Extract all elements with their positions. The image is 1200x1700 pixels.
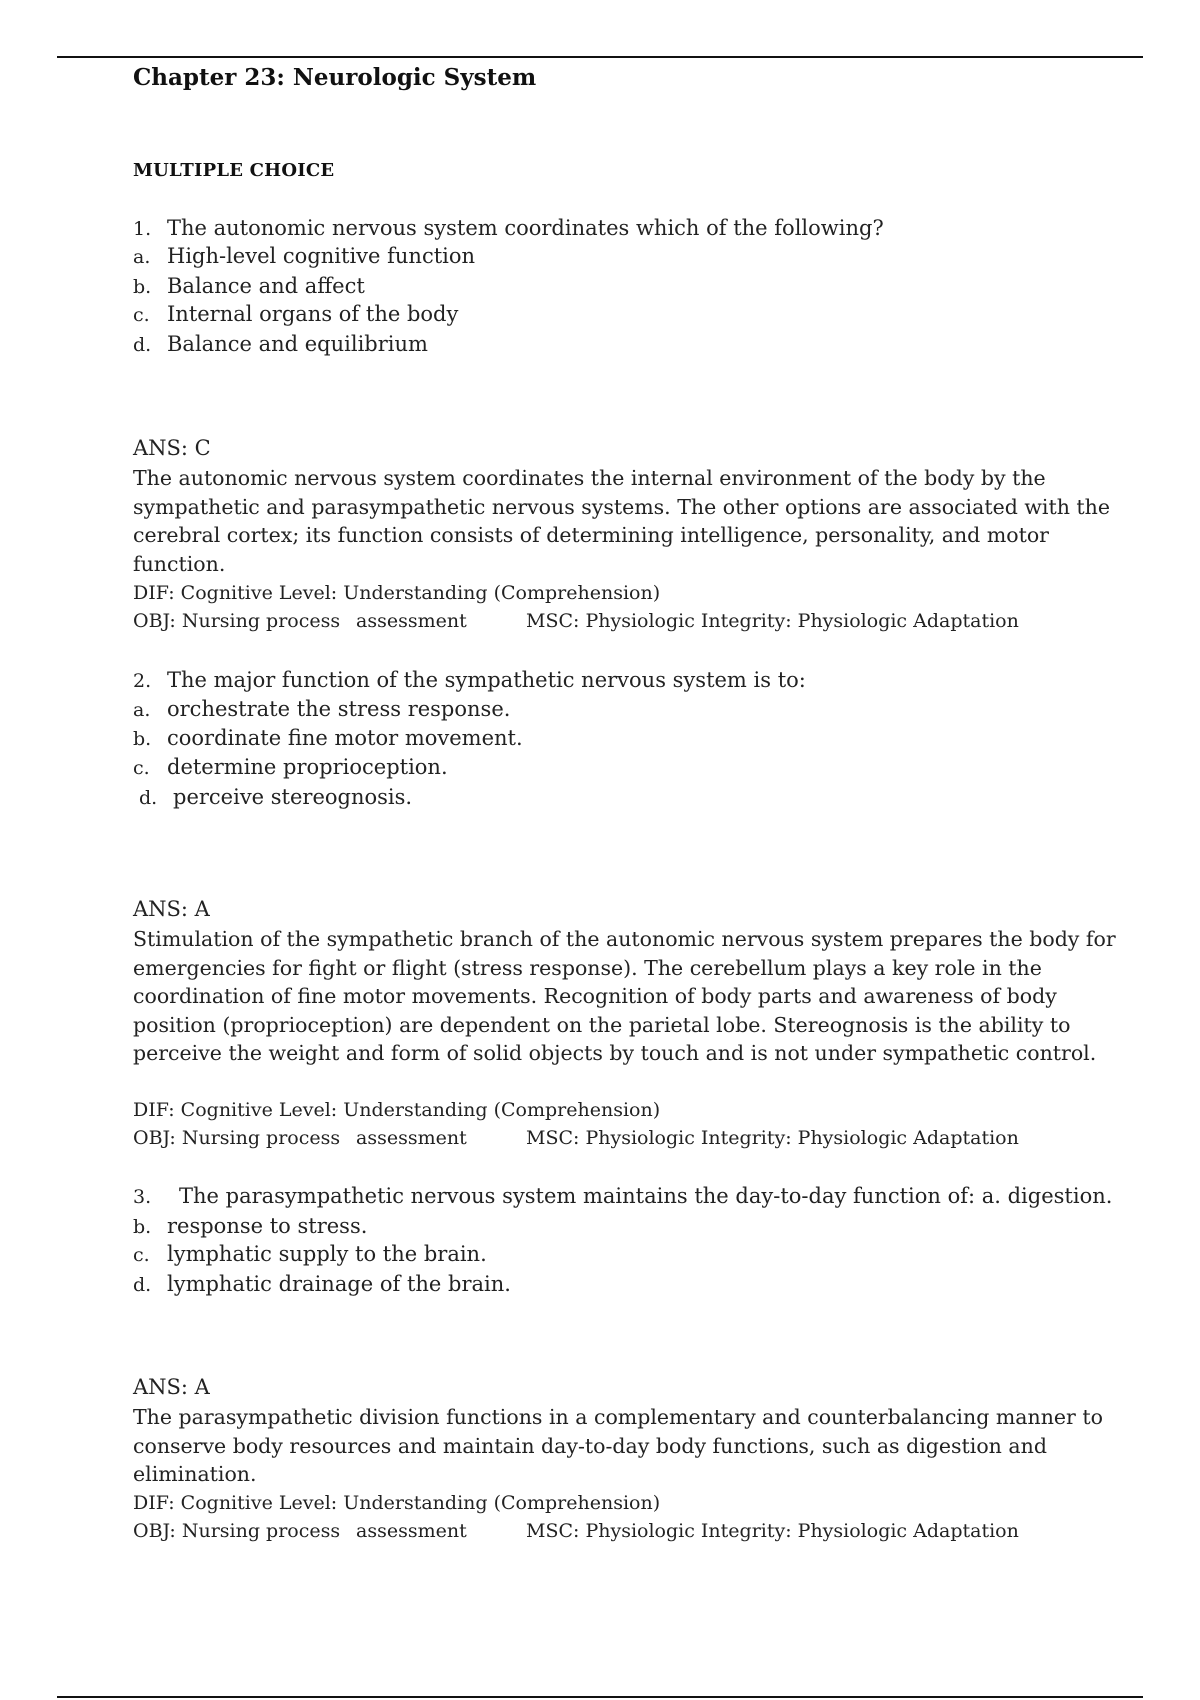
question-3-answer: ANS: A xyxy=(133,1375,210,1399)
top-rule xyxy=(57,56,1143,58)
question-2-obj: OBJ: Nursing process xyxy=(133,1127,341,1149)
question-1-answer: ANS: C xyxy=(133,436,211,460)
question-2-number: 2. xyxy=(133,670,152,692)
question-2-msc: MSC: Physiologic Integrity: Physiologic Adaptation xyxy=(526,1127,1019,1149)
question-1-obj-detail: assessment xyxy=(356,610,467,632)
question-2-option-a: a. orchestrate the stress response. xyxy=(133,697,511,721)
question-1-meta xyxy=(133,610,1019,632)
question-1-obj: OBJ: Nursing process xyxy=(133,610,341,632)
question-1-stem-line xyxy=(133,216,884,240)
question-3-obj: OBJ: Nursing process xyxy=(133,1520,341,1542)
question-3-option-b: b. response to stress. xyxy=(133,1214,368,1238)
question-2-option-c: c. determine proprioception. xyxy=(133,755,448,779)
question-3-option-c: c. lymphatic supply to the brain. xyxy=(133,1242,487,1266)
question-3-meta xyxy=(133,1520,1019,1542)
section-heading: MULTIPLE CHOICE xyxy=(133,160,335,181)
question-2-answer: ANS: A xyxy=(133,897,210,921)
question-2-stem-line xyxy=(133,668,806,692)
question-1-msc: MSC: Physiologic Integrity: Physiologic Adaptation xyxy=(526,610,1019,632)
question-1-rationale: The autonomic nervous system coordinates the internal environment of the body by the sympathetic and parasympathetic nervous systems. The other options are associated with the cerebral cortex; its function consists of determining intelligence, personality, and motor function. xyxy=(133,466,1110,576)
question-2-stem: The major function of the sympathetic nervous system is to: xyxy=(167,668,806,692)
question-3-dif: DIF: Cognitive Level: Understanding (Comprehension) xyxy=(133,1492,661,1514)
question-3-stem: The parasympathetic nervous system maintains the day-to-day function of: a. digestion. xyxy=(179,1184,1113,1208)
question-1-stem: The autonomic nervous system coordinates which of the following? xyxy=(167,216,884,240)
question-2-dif: DIF: Cognitive Level: Understanding (Comprehension) xyxy=(133,1099,661,1121)
question-1-number: 1. xyxy=(133,218,152,240)
question-3-number: 3. xyxy=(133,1186,152,1208)
question-1-option-d: d. Balance and equilibrium xyxy=(133,332,428,356)
question-3-msc: MSC: Physiologic Integrity: Physiologic Adaptation xyxy=(526,1520,1019,1542)
question-2-option-b: b. coordinate fine motor movement. xyxy=(133,726,523,750)
question-2-rationale: Stimulation of the sympathetic branch of the autonomic nervous system prepares the body for emergencies for fight or flight (stress response). The cerebellum plays a key role in the coordination of fine motor movements. Recognition of body parts and awareness of body position (proprioception) are dependent on the parietal lobe. Stereognosis is the ability to perceive the weight and form of solid objects by touch and is not under sympathetic control. xyxy=(133,927,1116,1065)
question-3-rationale: The parasympathetic division functions in a complementary and counterbalancing manner to conserve body resources and maintain day-to-day body functions, such as digestion and elimination. xyxy=(133,1405,1103,1486)
question-2-obj-detail: assessment xyxy=(356,1127,467,1149)
question-1-option-b: b. Balance and affect xyxy=(133,274,365,298)
question-1-option-c: c. Internal organs of the body xyxy=(133,302,459,326)
bottom-rule xyxy=(57,1696,1143,1698)
question-1-dif: DIF: Cognitive Level: Understanding (Comprehension) xyxy=(133,582,661,604)
question-3-option-d: d. lymphatic drainage of the brain. xyxy=(133,1272,511,1296)
question-2-meta xyxy=(133,1127,1019,1149)
chapter-title: Chapter 23: Neurologic System xyxy=(133,64,537,91)
question-2-option-d: d. perceive stereognosis. xyxy=(139,785,413,809)
question-3-stem-line xyxy=(133,1184,1112,1208)
question-3-obj-detail: assessment xyxy=(356,1520,467,1542)
question-1-option-a: a. High-level cognitive function xyxy=(133,244,476,268)
